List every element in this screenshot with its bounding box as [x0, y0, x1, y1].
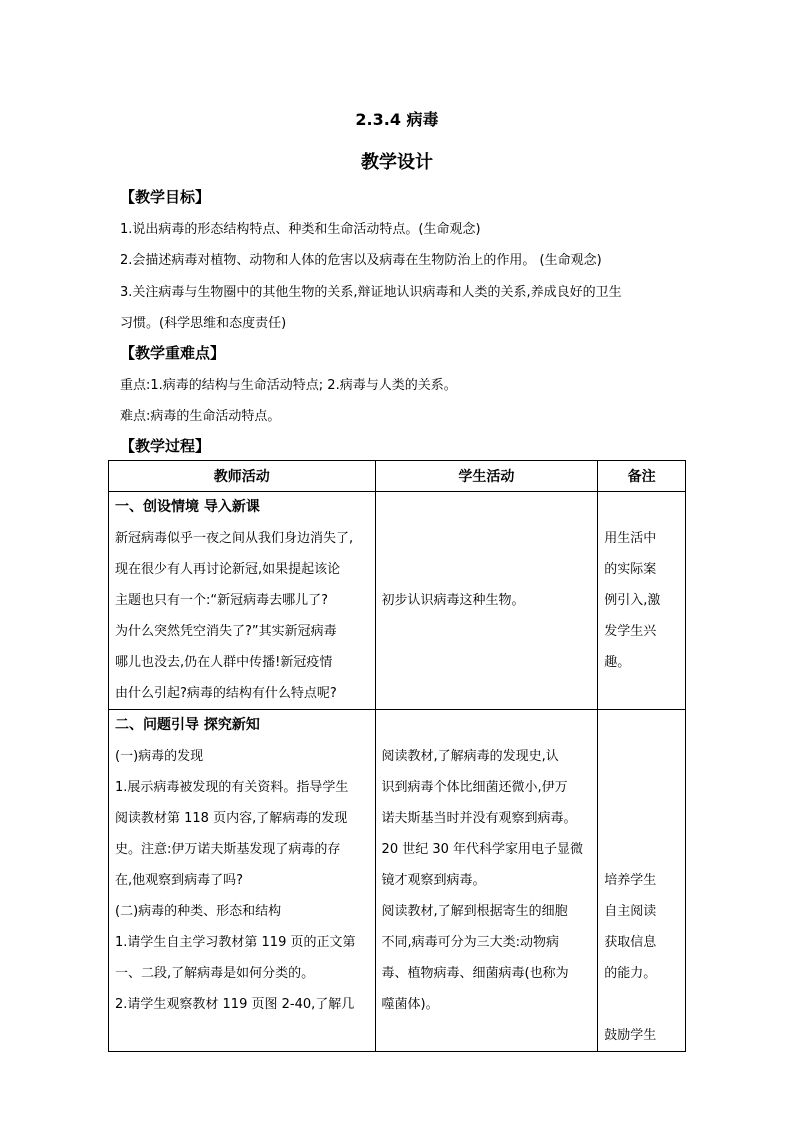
- cell-line: 由什么引起?病毒的结构有什么特点呢?: [115, 686, 337, 701]
- table-header-row: [109, 461, 686, 492]
- cell-line: 培养学生: [604, 873, 657, 888]
- cell-line: 的能力。: [604, 966, 657, 981]
- cell-line: 现在很少有人再讨论新冠,如果提起该论: [115, 562, 341, 577]
- teacher-activity-cell: [109, 710, 376, 1052]
- cell-line: 镜才观察到病毒。: [381, 873, 486, 888]
- cell-line: [382, 710, 592, 741]
- cell-line: 毒、植物病毒、细菌病毒(也称为: [381, 966, 569, 981]
- cell-line: 2.请学生观察教材 119 页图 2-40,了解几: [115, 997, 355, 1012]
- cell-line: 一、二段,了解病毒是如何分类的。: [115, 966, 315, 981]
- goals-heading: 【教学目标】: [120, 188, 211, 206]
- note-cell: [598, 492, 686, 710]
- column-header-note: 备注: [598, 461, 686, 492]
- cell-line: 史。注意:伊万诺夫斯基发现了病毒的存: [115, 842, 341, 857]
- cell-line: 识到病毒个体比细菌还微小,伊万: [381, 780, 568, 795]
- cell-line: [604, 803, 679, 834]
- cell-line: 新冠病毒似乎一夜之间从我们身边消失了,: [115, 531, 354, 546]
- section-heading: 二、问题引导 探究新知: [115, 717, 260, 733]
- cell-line: [604, 989, 679, 1020]
- cell-line: 为什么突然凭空消失了?”其实新冠病毒: [115, 624, 337, 639]
- cell-line: (二)病毒的种类、形态和结构: [115, 904, 282, 919]
- cell-line: 阅读教材第 118 页内容,了解病毒的发现: [115, 811, 348, 826]
- cell-line: 发学生兴: [604, 624, 657, 639]
- cell-line: [604, 834, 679, 865]
- cell-line: 趣。: [604, 655, 631, 670]
- keypoints-focus: 重点:1.病毒的结构与生命活动特点; 2.病毒与人类的关系。: [120, 378, 457, 393]
- cell-line: 阅读教材,了解到根据寄生的细胞: [381, 904, 568, 919]
- keypoints-heading: 【教学重难点】: [120, 344, 226, 362]
- process-heading: 【教学过程】: [120, 437, 211, 455]
- table-row: [109, 710, 686, 1052]
- cell-line: 1.展示病毒被发现的有关资料。指导学生: [115, 780, 349, 795]
- cell-line: [604, 710, 679, 741]
- cell-line: 的实际案: [604, 562, 657, 577]
- cell-line: [604, 772, 679, 803]
- cell-line: 例引入,激: [604, 593, 661, 608]
- column-header-student: 学生活动: [375, 461, 598, 492]
- note-cell: [598, 710, 686, 1052]
- student-activity-cell: [375, 492, 598, 710]
- cell-line: 获取信息: [604, 935, 657, 950]
- cell-line: (一)病毒的发现: [115, 749, 204, 764]
- document-title: 2.3.4 病毒: [355, 110, 439, 129]
- keypoints-difficulty: 难点:病毒的生命活动特点。: [120, 409, 281, 424]
- cell-line: 在,他观察到病毒了吗?: [115, 873, 244, 888]
- goal-item-3-cont: 习惯。(科学思维和态度责任): [120, 316, 287, 331]
- cell-line: 噬菌体)。: [381, 997, 439, 1012]
- goal-item-2: 2.会描述病毒对植物、动物和人体的危害以及病毒在生物防治上的作用。 (生命观念): [120, 253, 602, 268]
- cell-line: 鼓励学生: [604, 1028, 657, 1043]
- column-header-teacher: 教师活动: [109, 461, 376, 492]
- goal-item-1: 1.说出病毒的形态结构特点、种类和生命活动特点。(生命观念): [120, 222, 481, 237]
- document-subtitle: 教学设计: [361, 152, 433, 173]
- cell-line: 初步认识病毒这种生物。: [381, 593, 525, 608]
- student-activity-cell: [375, 710, 598, 1052]
- cell-line: 阅读教材,了解病毒的发现史,认: [381, 749, 559, 764]
- cell-line: 主题也只有一个:“新冠病毒去哪儿了?: [115, 593, 329, 608]
- section-heading: 一、创设情境 导入新课: [115, 499, 260, 515]
- cell-line: [604, 741, 679, 772]
- cell-line: 用生活中: [604, 531, 657, 546]
- table-row: [109, 492, 686, 710]
- cell-line: 不同,病毒可分为三大类:动物病: [381, 935, 560, 950]
- teacher-activity-cell: [109, 492, 376, 710]
- process-table: [108, 460, 686, 1052]
- cell-line: 诺夫斯基当时并没有观察到病毒。: [381, 811, 577, 826]
- cell-line: 自主阅读: [604, 904, 657, 919]
- goal-item-3: 3.关注病毒与生物圈中的其他生物的关系,辩证地认识病毒和人类的关系,养成良好的卫生: [120, 285, 622, 300]
- cell-line: 20 世纪 30 年代科学家用电子显微: [381, 842, 584, 857]
- cell-line: 哪儿也没去,仍在人群中传播!新冠疫情: [115, 655, 333, 670]
- cell-line: 1.请学生自主学习教材第 119 页的正文第: [115, 935, 356, 950]
